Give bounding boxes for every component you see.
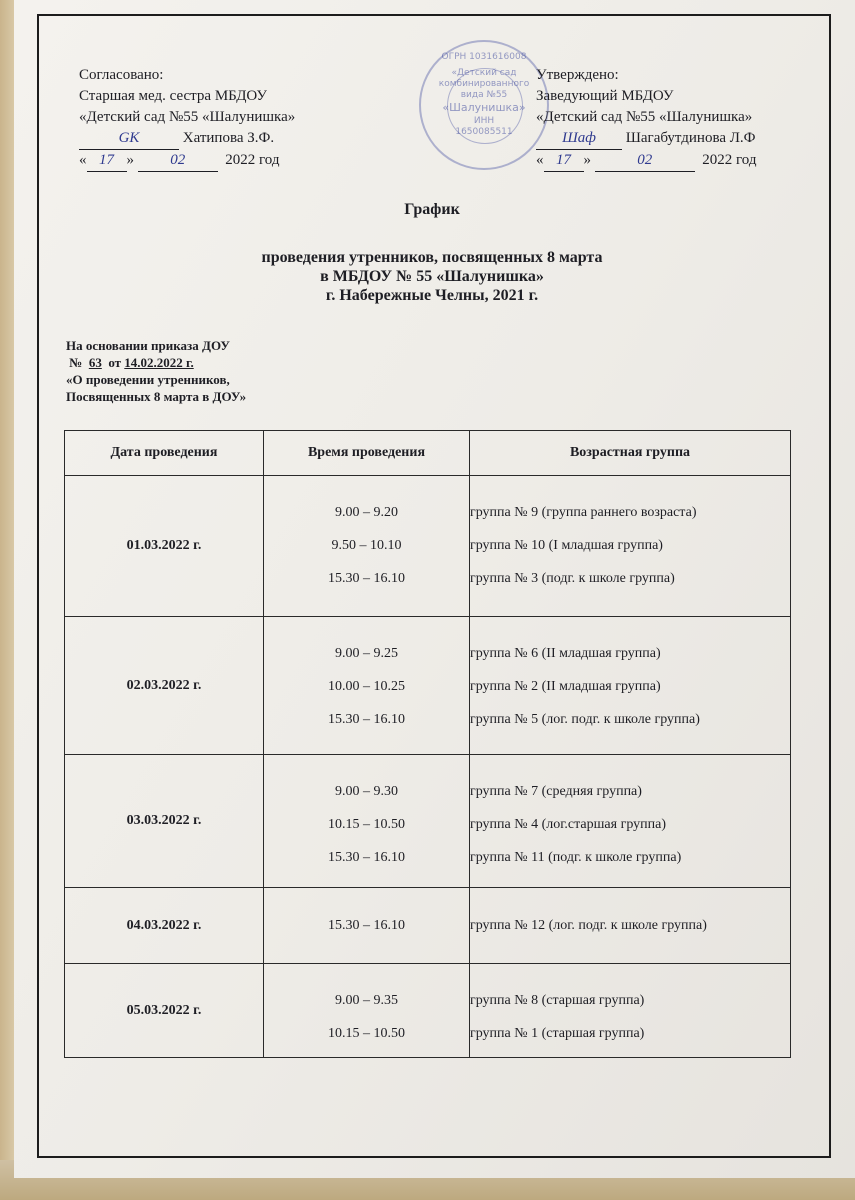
table-row (65, 964, 791, 1058)
approval-left-label: Согласовано: (79, 67, 164, 83)
approval-right-position: Заведующий МБДОУ (536, 88, 674, 104)
approval-left-position: Старшая мед. сестра МБДОУ (79, 88, 268, 104)
table-header-row (65, 431, 791, 476)
basis-order-date: 14.02.2022 г. (124, 355, 194, 370)
approval-left-month: 02 (138, 150, 218, 172)
row-times (264, 476, 470, 617)
stamp-line: комбинированного (438, 79, 530, 89)
basis-line-2 (66, 354, 246, 371)
background-edge (0, 0, 14, 1200)
time-slot: 9.00 – 9.35 (335, 993, 398, 1008)
row-groups (470, 755, 791, 888)
approval-left-block (79, 65, 295, 172)
stamp-line: ОГРН 1031616008 (441, 52, 527, 62)
times-list (264, 617, 469, 736)
basis-order-number: 63 (88, 355, 102, 370)
approval-left-signature-row (79, 128, 295, 150)
approval-right-date-row: « 17 » 02 2022 год (536, 150, 756, 172)
approval-left-signature: GK (79, 128, 179, 150)
basis-date-prefix: от (108, 355, 122, 370)
group-entry: группа № 1 (старшая группа) (470, 1026, 645, 1041)
approval-right-block (536, 65, 756, 172)
group-entry: группа № 11 (подг. к школе группа) (470, 850, 682, 865)
title-line-1: проведения утренников, посвященных 8 марта (261, 249, 603, 266)
group-entry: группа № 10 (I младшая группа) (470, 538, 663, 553)
time-slot: 15.30 – 16.10 (328, 571, 405, 586)
times-list (264, 964, 469, 1050)
time-slot: 9.00 – 9.20 (335, 505, 398, 520)
approval-right-signature-row (536, 128, 756, 150)
group-entry: группа № 8 (старшая группа) (470, 993, 645, 1008)
basis-line-4: Посвященных 8 марта в ДОУ» (66, 389, 247, 404)
basis-line-1: На основании приказа ДОУ (66, 338, 230, 353)
approval-right-signature: Шаф (536, 128, 622, 150)
row-groups (470, 888, 791, 964)
time-slot: 9.00 – 9.30 (335, 784, 398, 799)
time-slot: 9.00 – 9.25 (335, 646, 398, 661)
approval-right-organization: «Детский сад №55 «Шалунишка» (536, 109, 753, 125)
time-slot: 15.30 – 16.10 (328, 712, 405, 727)
title-line-2: в МБДОУ № 55 «Шалунишка» (320, 268, 544, 285)
basis-number-prefix: № (69, 355, 83, 370)
time-slot: 10.15 – 10.50 (328, 817, 405, 832)
stamp-line: ИНН (473, 116, 495, 126)
approval-right-day: 17 (544, 150, 584, 172)
row-times (264, 755, 470, 888)
basis-line-3: «О проведении утренников, (66, 372, 230, 387)
row-groups (470, 617, 791, 755)
time-slot: 10.00 – 10.25 (328, 679, 405, 694)
group-entry: группа № 4 (лог.старшая группа) (470, 817, 666, 832)
table-row (65, 888, 791, 964)
header-time: Время проведения (264, 431, 470, 476)
header-group: Возрастная группа (470, 431, 791, 476)
page-title: График (404, 201, 460, 218)
order-basis (66, 337, 246, 405)
row-date: 01.03.2022 г. (65, 476, 264, 617)
group-entry: группа № 3 (подг. к школе группа) (470, 571, 675, 586)
group-entry: группа № 5 (лог. подг. к школе группа) (470, 712, 700, 727)
times-list (264, 476, 469, 595)
row-date: 02.03.2022 г. (65, 617, 264, 755)
table-row (65, 755, 791, 888)
approval-right-label: Утверждено: (536, 67, 619, 83)
stamp-line: 1650085511 (455, 127, 513, 137)
approval-left-date-row: « 17 » 02 2022 год (79, 150, 295, 172)
row-date: 05.03.2022 г. (65, 964, 264, 1058)
row-times (264, 964, 470, 1058)
schedule-table (64, 430, 791, 1058)
table-row (65, 617, 791, 755)
approval-left-name: Хатипова З.Ф. (182, 130, 275, 146)
group-entry: группа № 7 (средняя группа) (470, 784, 642, 799)
row-groups (470, 964, 791, 1058)
title-line-3: г. Набережные Челны, 2021 г. (325, 287, 539, 304)
stamp-line: вида №55 (460, 90, 508, 100)
time-slot: 10.15 – 10.50 (328, 1026, 405, 1041)
groups-list (470, 617, 790, 736)
approval-right-name: Шагабутдинова Л.Ф (625, 130, 756, 146)
approval-right-year: 2022 год (702, 152, 757, 168)
group-entry: группа № 6 (II младшая группа) (470, 646, 661, 661)
times-list (264, 755, 469, 874)
approval-left-year: 2022 год (225, 152, 280, 168)
group-entry: группа № 9 (группа раннего возраста) (470, 505, 697, 520)
document-page (14, 0, 855, 1178)
time-slot: 15.30 – 16.10 (328, 918, 405, 933)
row-date: 04.03.2022 г. (65, 888, 264, 964)
table-row (65, 476, 791, 617)
stamp-line: «Шалунишка» (442, 101, 526, 114)
row-times (264, 617, 470, 755)
header-date: Дата проведения (65, 431, 264, 476)
approval-right-month: 02 (595, 150, 695, 172)
row-date: 03.03.2022 г. (65, 755, 264, 888)
row-times (264, 888, 470, 964)
group-entry: группа № 2 (II младшая группа) (470, 679, 661, 694)
approval-left-organization: «Детский сад №55 «Шалунишка» (79, 109, 296, 125)
groups-list (470, 476, 790, 595)
approval-left-day: 17 (87, 150, 127, 172)
stamp-line: «Детский сад (451, 68, 517, 78)
group-entry: группа № 12 (лог. подг. к школе группа) (470, 918, 707, 933)
groups-list (470, 964, 790, 1050)
time-slot: 9.50 – 10.10 (331, 538, 402, 553)
organization-stamp (419, 40, 549, 170)
time-slot: 15.30 – 16.10 (328, 850, 405, 865)
row-groups (470, 476, 791, 617)
groups-list (470, 755, 790, 874)
